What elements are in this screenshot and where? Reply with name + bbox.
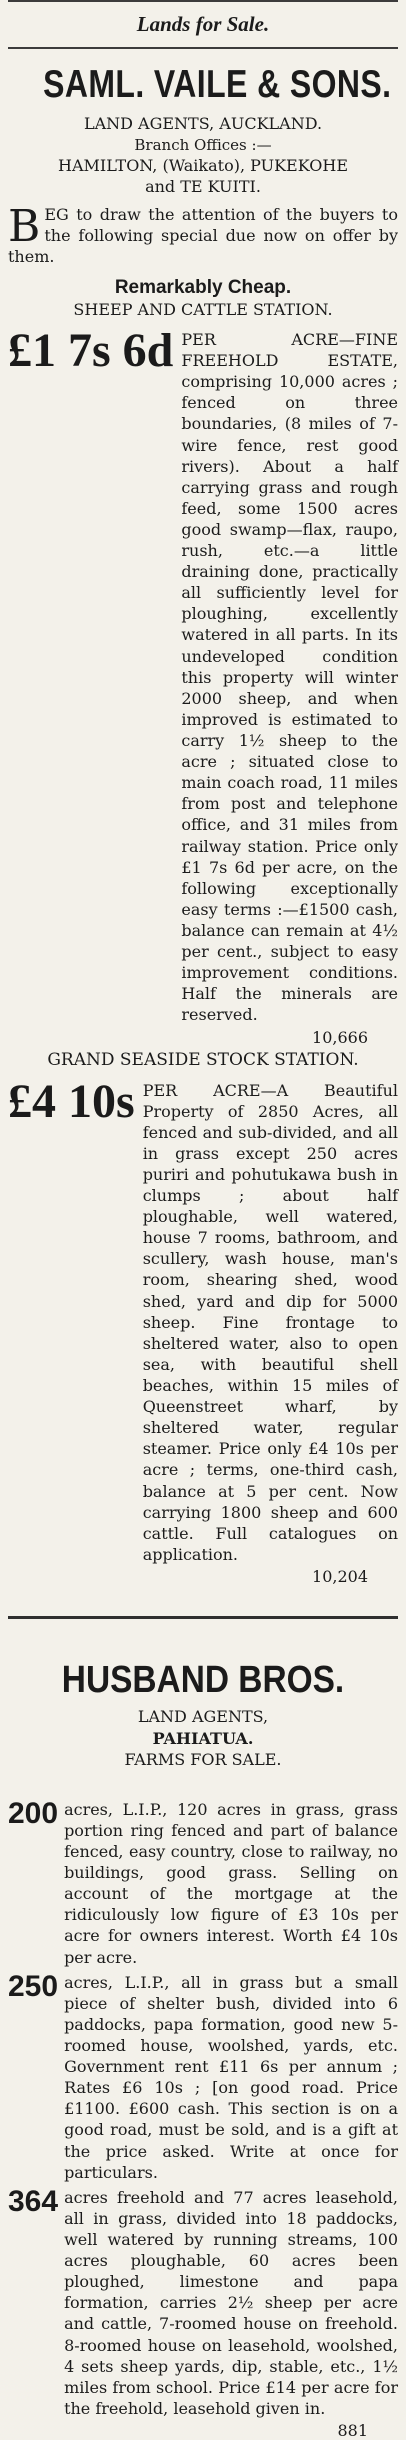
farm-text-250: acres, L.I.P., all in grass but a small piece of shelter bush, divided into 6 paddocks, papa formation, good new 5-roomed house, woolshed, yards, etc. Government rent £11 6s per annum ; Rates £6 10s ; [on good road. Price £1100. £600 cash. This section is on a good road, must be sold, and is a gift at the price asked. Write at once for particulars.: [64, 1972, 398, 2182]
farm-acres-200: 200: [8, 1796, 59, 1830]
listing-2: [8, 1074, 398, 1566]
vaile-intro-text: EG to draw the attention of the buyers to the following special due now on offer by them.: [8, 205, 398, 267]
farm-acres-364: 364: [8, 2184, 59, 2218]
farm-text-200: acres, L.I.P., 120 acres in grass, grass portion ring fenced and part of balance fenced, easy country, close to railway, no buildings, good grass. Selling on account of the mortgage at the ridiculously low figure of £3 10s per acre for owners interest. Worth £4 10s per acre.: [64, 1799, 398, 1967]
husband-location: PAHIATUA.: [152, 1728, 254, 1748]
grand-seaside-title: GRAND SEASIDE STOCK STATION.: [47, 1049, 359, 1070]
listing-2-ref: 10,204: [312, 1567, 368, 1587]
remarkable-title: Remarkably Cheap.: [114, 277, 292, 299]
vaile-intro: [8, 201, 398, 267]
listing-1: [8, 323, 398, 1026]
farm-listing-200: [8, 1796, 398, 1968]
header-rule: [8, 47, 398, 49]
listing-1-ref: 10,666: [312, 1027, 368, 1047]
farm-acres-250: 250: [8, 1969, 59, 2003]
vaile-branch-offices-label: Branch Offices :—: [134, 135, 272, 154]
farm-listing-250: [8, 1969, 398, 2183]
vaile-firm-name: SAML. VAILE & SONS.: [43, 63, 392, 106]
vaile-branch-line-1: HAMILTON, (Waikato), PUKEKOHE: [57, 155, 348, 175]
listing-2-price: £4 10s: [8, 1074, 135, 1128]
remarkable-subtitle: SHEEP AND CATTLE STATION.: [73, 300, 333, 320]
listing-1-price: £1 7s 6d: [8, 323, 174, 377]
listing-2-text: PER ACRE—A Beautiful Property of 2850 Acres, all fenced and sub-divided, and all in grass except 250 acres puriri and pohutukawa bush in clumps ; about half ploughable, well watered, house 7 rooms, bathroom, and scullery, wash house, man's room, shearing shed, wood shed, yard and dip for 5000 sheep. Fine frontage to sheltered water, also to open sea, with beautiful shell beaches, within 15 miles of Queenstreet wharf, by sheltered water, regular steamer. Price only £4 10s per acre ; terms, one-third cash, balance at 5 per cent. Now carrying 1800 sheep and 600 cattle. Full catalogues on application.: [142, 1080, 398, 1564]
section-header: Lands for Sale.: [136, 12, 270, 36]
farm-text-364: acres freehold and 77 acres leasehold, all in grass, divided into 18 paddocks, well watered by running streams, 100 acres ploughable, 60 acres been ploughed, limestone and papa formation, carries 2½ sheep per acre and cattle, 7-roomed house on freehold. 8-roomed house on leasehold, woolshed, 4 sets sheep yards, dip, stable, etc., 1½ miles from school. Price £14 per acre for the freehold, leasehold given in.: [64, 2187, 398, 2418]
husband-subtitle: LAND AGENTS,: [137, 1707, 269, 1727]
farm-listing-364: [8, 2184, 398, 2419]
vaile-subtitle: LAND AGENTS, AUCKLAND.: [83, 114, 323, 133]
section-divider: [8, 1616, 398, 1619]
dropcap-letter: B: [8, 201, 41, 253]
farm-364-ref: 881: [337, 2420, 368, 2440]
husband-firm-name: HUSBAND BROS.: [61, 1659, 345, 1702]
husband-section: FARMS FOR SALE.: [124, 1750, 282, 1770]
listing-1-text: PER ACRE—FINE FREEHOLD ESTATE, comprising 10,000 acres ; fenced on three boundaries, (8 miles of 7-wire fence, rest good rivers). About a half carrying grass and rough feed, some 1500 acres good swamp—flax, raupo, rush, etc.—a little draining done, practically all sufficiently level for ploughing, excellently watered in all parts. In its undeveloped condition this property will winter 2000 sheep, and when improved is estimated to carry 1½ sheep to the acre ; situated close to main coach road, 11 miles from post and telephone office, and 31 miles from railway station. Price only £1 7s 6d per acre, on the following exceptionally easy terms :—£1500 cash, balance can remain at 4½ per cent., subject to easy improvement conditions. Half the minerals are reserved.: [181, 329, 398, 1025]
vaile-branch-line-2: and TE KUITI.: [145, 177, 261, 197]
